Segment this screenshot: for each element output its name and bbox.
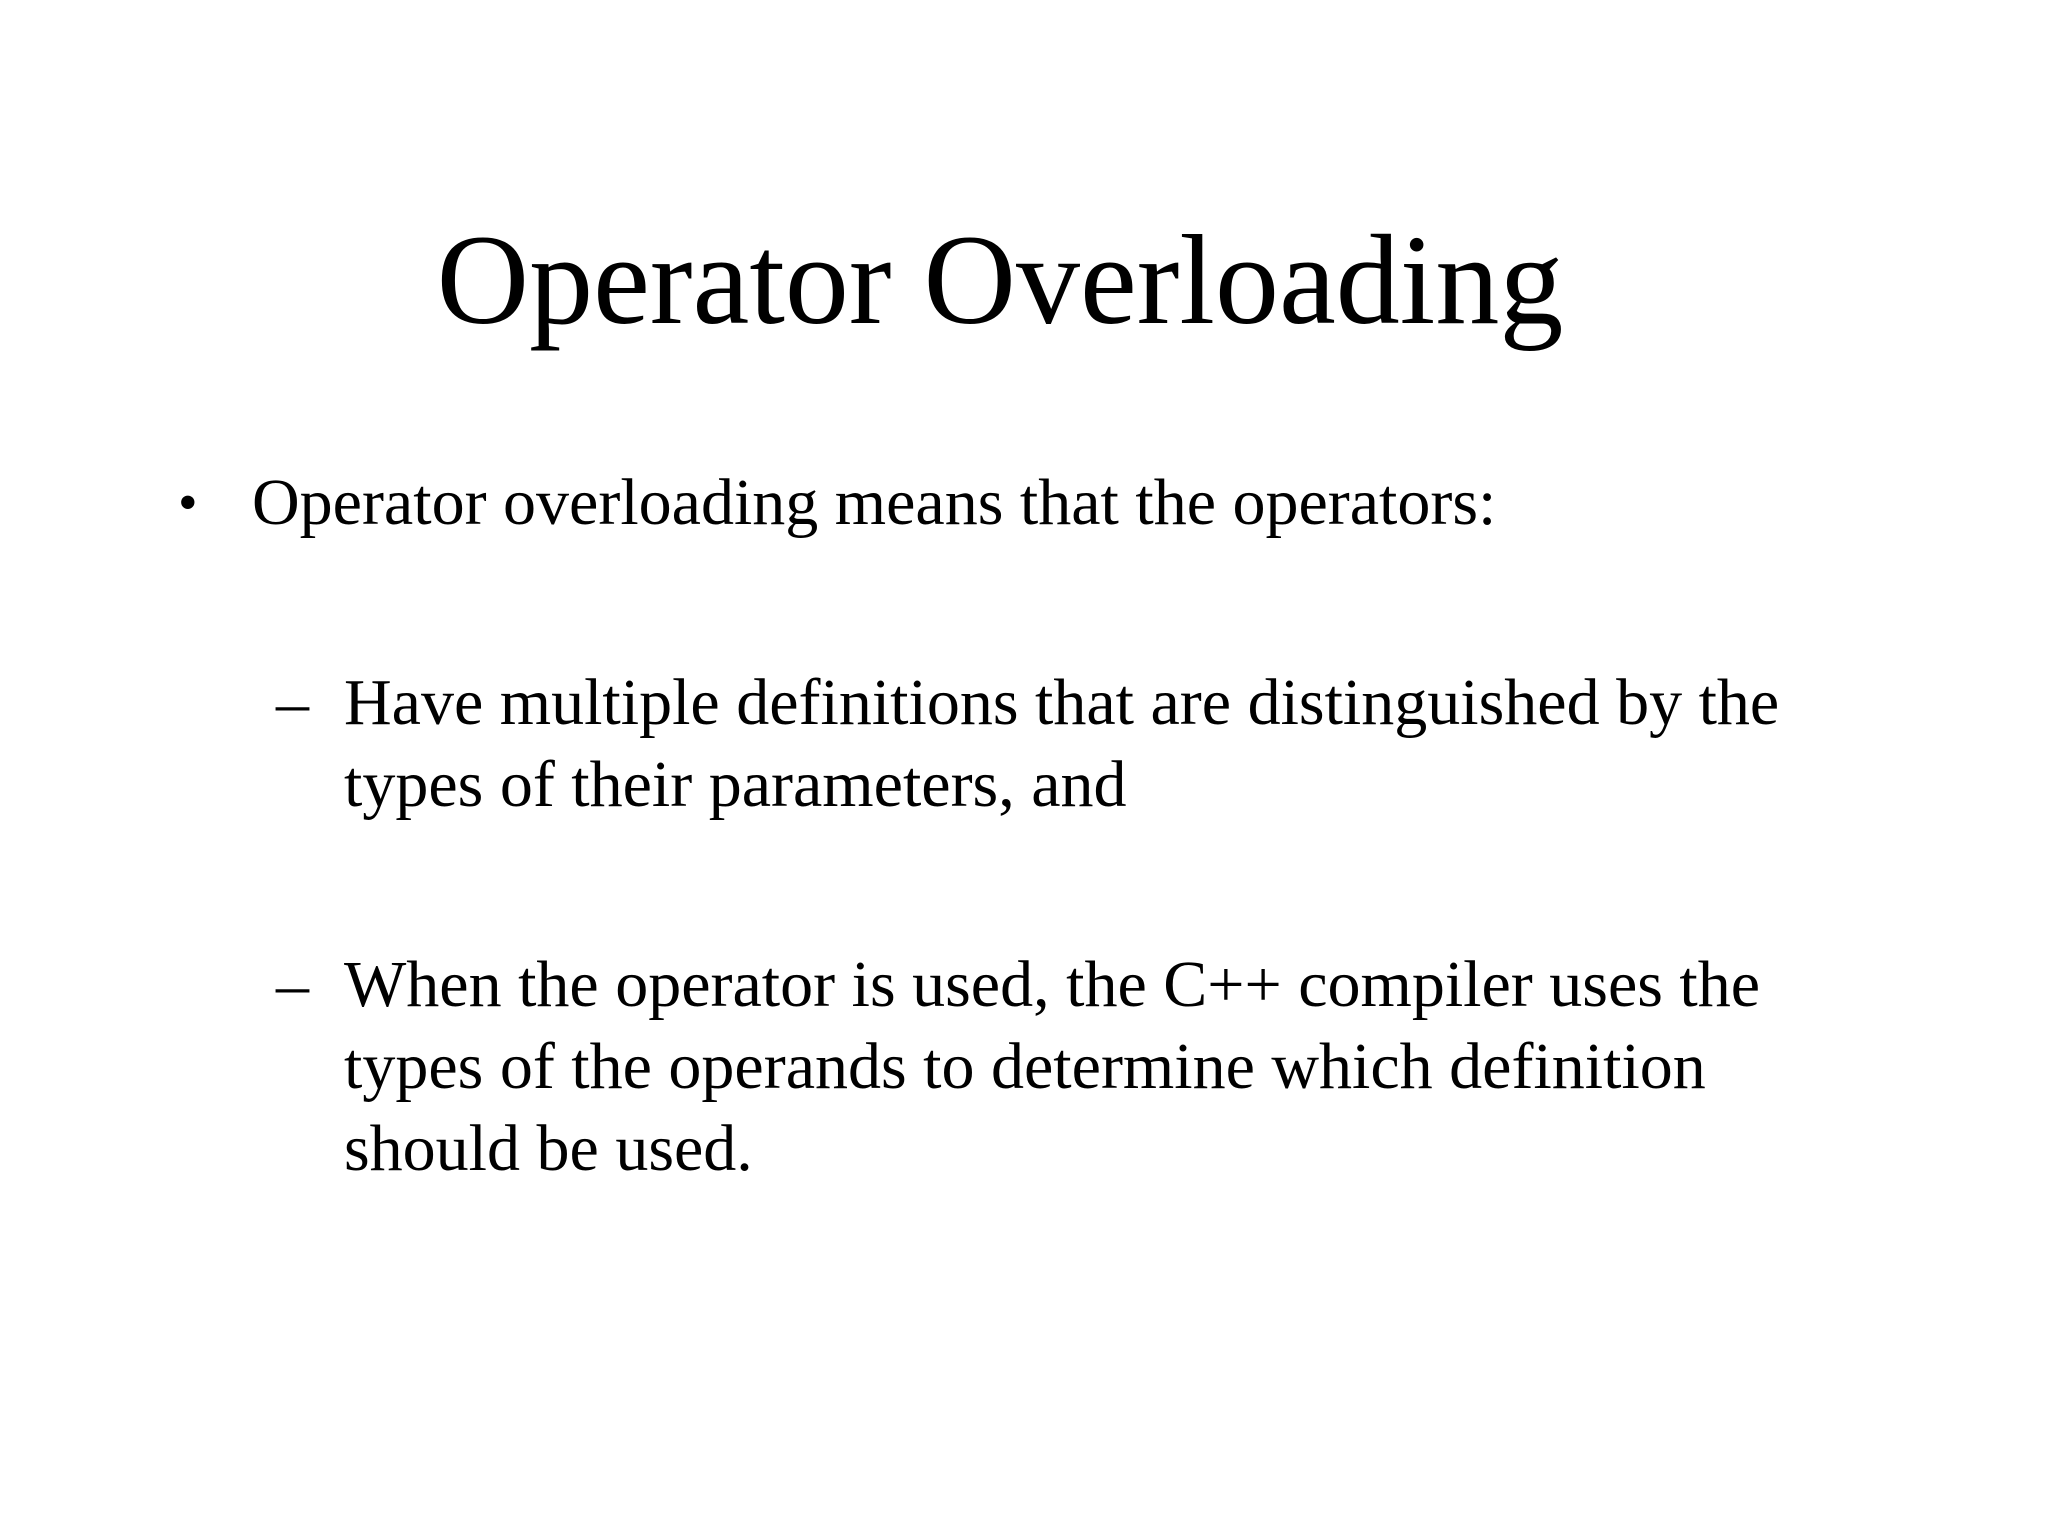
sub-bullet-text — [344, 662, 1874, 826]
bullet-marker: • — [178, 472, 198, 534]
sub-bullet-line: types of their parameters, and — [344, 748, 1127, 821]
bullet-text: Operator overloading means that the operators: — [252, 466, 1497, 539]
sub-bullet-line: When the operator is used, the C++ compiler uses the — [344, 948, 1761, 1021]
dash-marker: – — [276, 948, 309, 1021]
sub-bullet-line: types of the operands to determine which definition — [344, 1030, 1706, 1103]
sub-bullet-line: Have multiple definitions that are distinguished by the — [344, 666, 1780, 739]
sub-bullet-line: should be used. — [344, 1112, 753, 1185]
slide-title: Operator Overloading — [436, 209, 1564, 351]
sub-bullet-text — [344, 944, 1874, 1190]
dash-marker: – — [276, 666, 309, 739]
